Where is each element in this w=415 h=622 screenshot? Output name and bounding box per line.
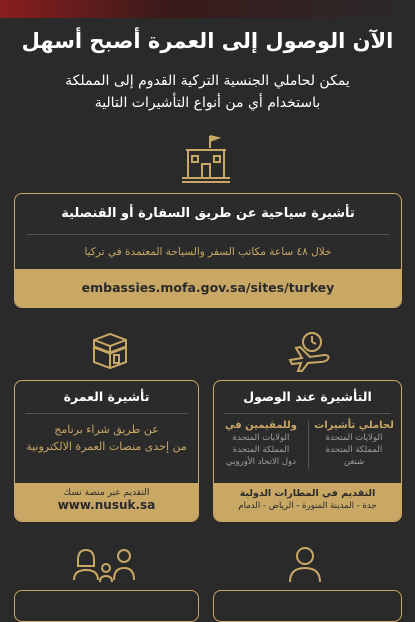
page-headline: الآن الوصول إلى العمرة أصبح أسهل [21,29,394,53]
nusuk-apply-box[interactable] [15,483,198,521]
umrah-card-title: تأشيرة العمرة [63,389,150,404]
family-icon [72,544,136,584]
nusuk-apply-label: التقديم عبر منصة نسك [63,488,150,498]
visa-holders-item: الولايات المتحدة [325,433,383,443]
embassy-visa-card [14,193,402,308]
residents-item: الولايات المتحدة [232,433,290,443]
bottom-card-left [14,590,199,622]
arrival-airports: جدة - المدينة المنورة - الرياض - الدمام [238,501,377,511]
arrival-col-divider [308,421,309,469]
visa-holders-item: المملكة المتحدة [325,445,383,455]
nusuk-url-link[interactable]: www.nusuk.sa [57,498,156,512]
top-decoration [0,0,415,18]
arrival-apply-label: التقديم في المطارات الدولية [239,488,376,499]
arrival-visa-card [213,380,402,522]
umrah-card-divider [25,413,188,414]
residents-heading: وللمقيمين في [225,420,297,431]
visa-holders-item: شنغن [343,457,365,467]
umrah-desc-line-1: عن طريق شراء برنامج [54,423,159,436]
kaaba-icon [90,330,130,370]
plane-clock-icon [286,330,332,372]
umrah-card-description [15,421,198,455]
subtitle-line-2: باستخدام أي من أنواع التأشيرات التالية [94,95,321,111]
subtitle-line-1: يمكن لحاملي الجنسية التركية القدوم إلى المملكة [65,73,350,89]
embassy-building-icon [178,132,234,186]
arrival-col-residents [220,419,302,468]
person-icon [287,544,323,584]
page-subtitle [20,70,395,114]
arrival-card-title: التأشيرة عند الوصول [243,389,372,404]
umrah-visa-card [14,380,199,522]
arrival-card-divider [224,413,391,414]
embassy-card-divider [27,234,389,235]
visa-holders-heading: لحاملي تأشيرات [314,420,394,431]
arrival-col-visa-holders [313,419,395,468]
bottom-card-right [213,590,402,622]
umrah-desc-line-2: من إحدى منصات العمرة الالكترونية [26,440,187,453]
embassy-url-link[interactable]: embassies.mofa.gov.sa/sites/turkey [15,269,401,307]
embassy-card-description: خلال ٤٨ ساعة مكاتب السفر والسياحة المعتمدة في تركيا [84,246,332,258]
residents-item: المملكة المتحدة [232,445,290,455]
embassy-card-title: تأشيرة سياحية عن طريق السفارة أو القنصلية [61,206,355,221]
residents-item: دول الاتحاد الأوروبي [226,457,296,467]
arrival-apply-box [214,483,401,521]
